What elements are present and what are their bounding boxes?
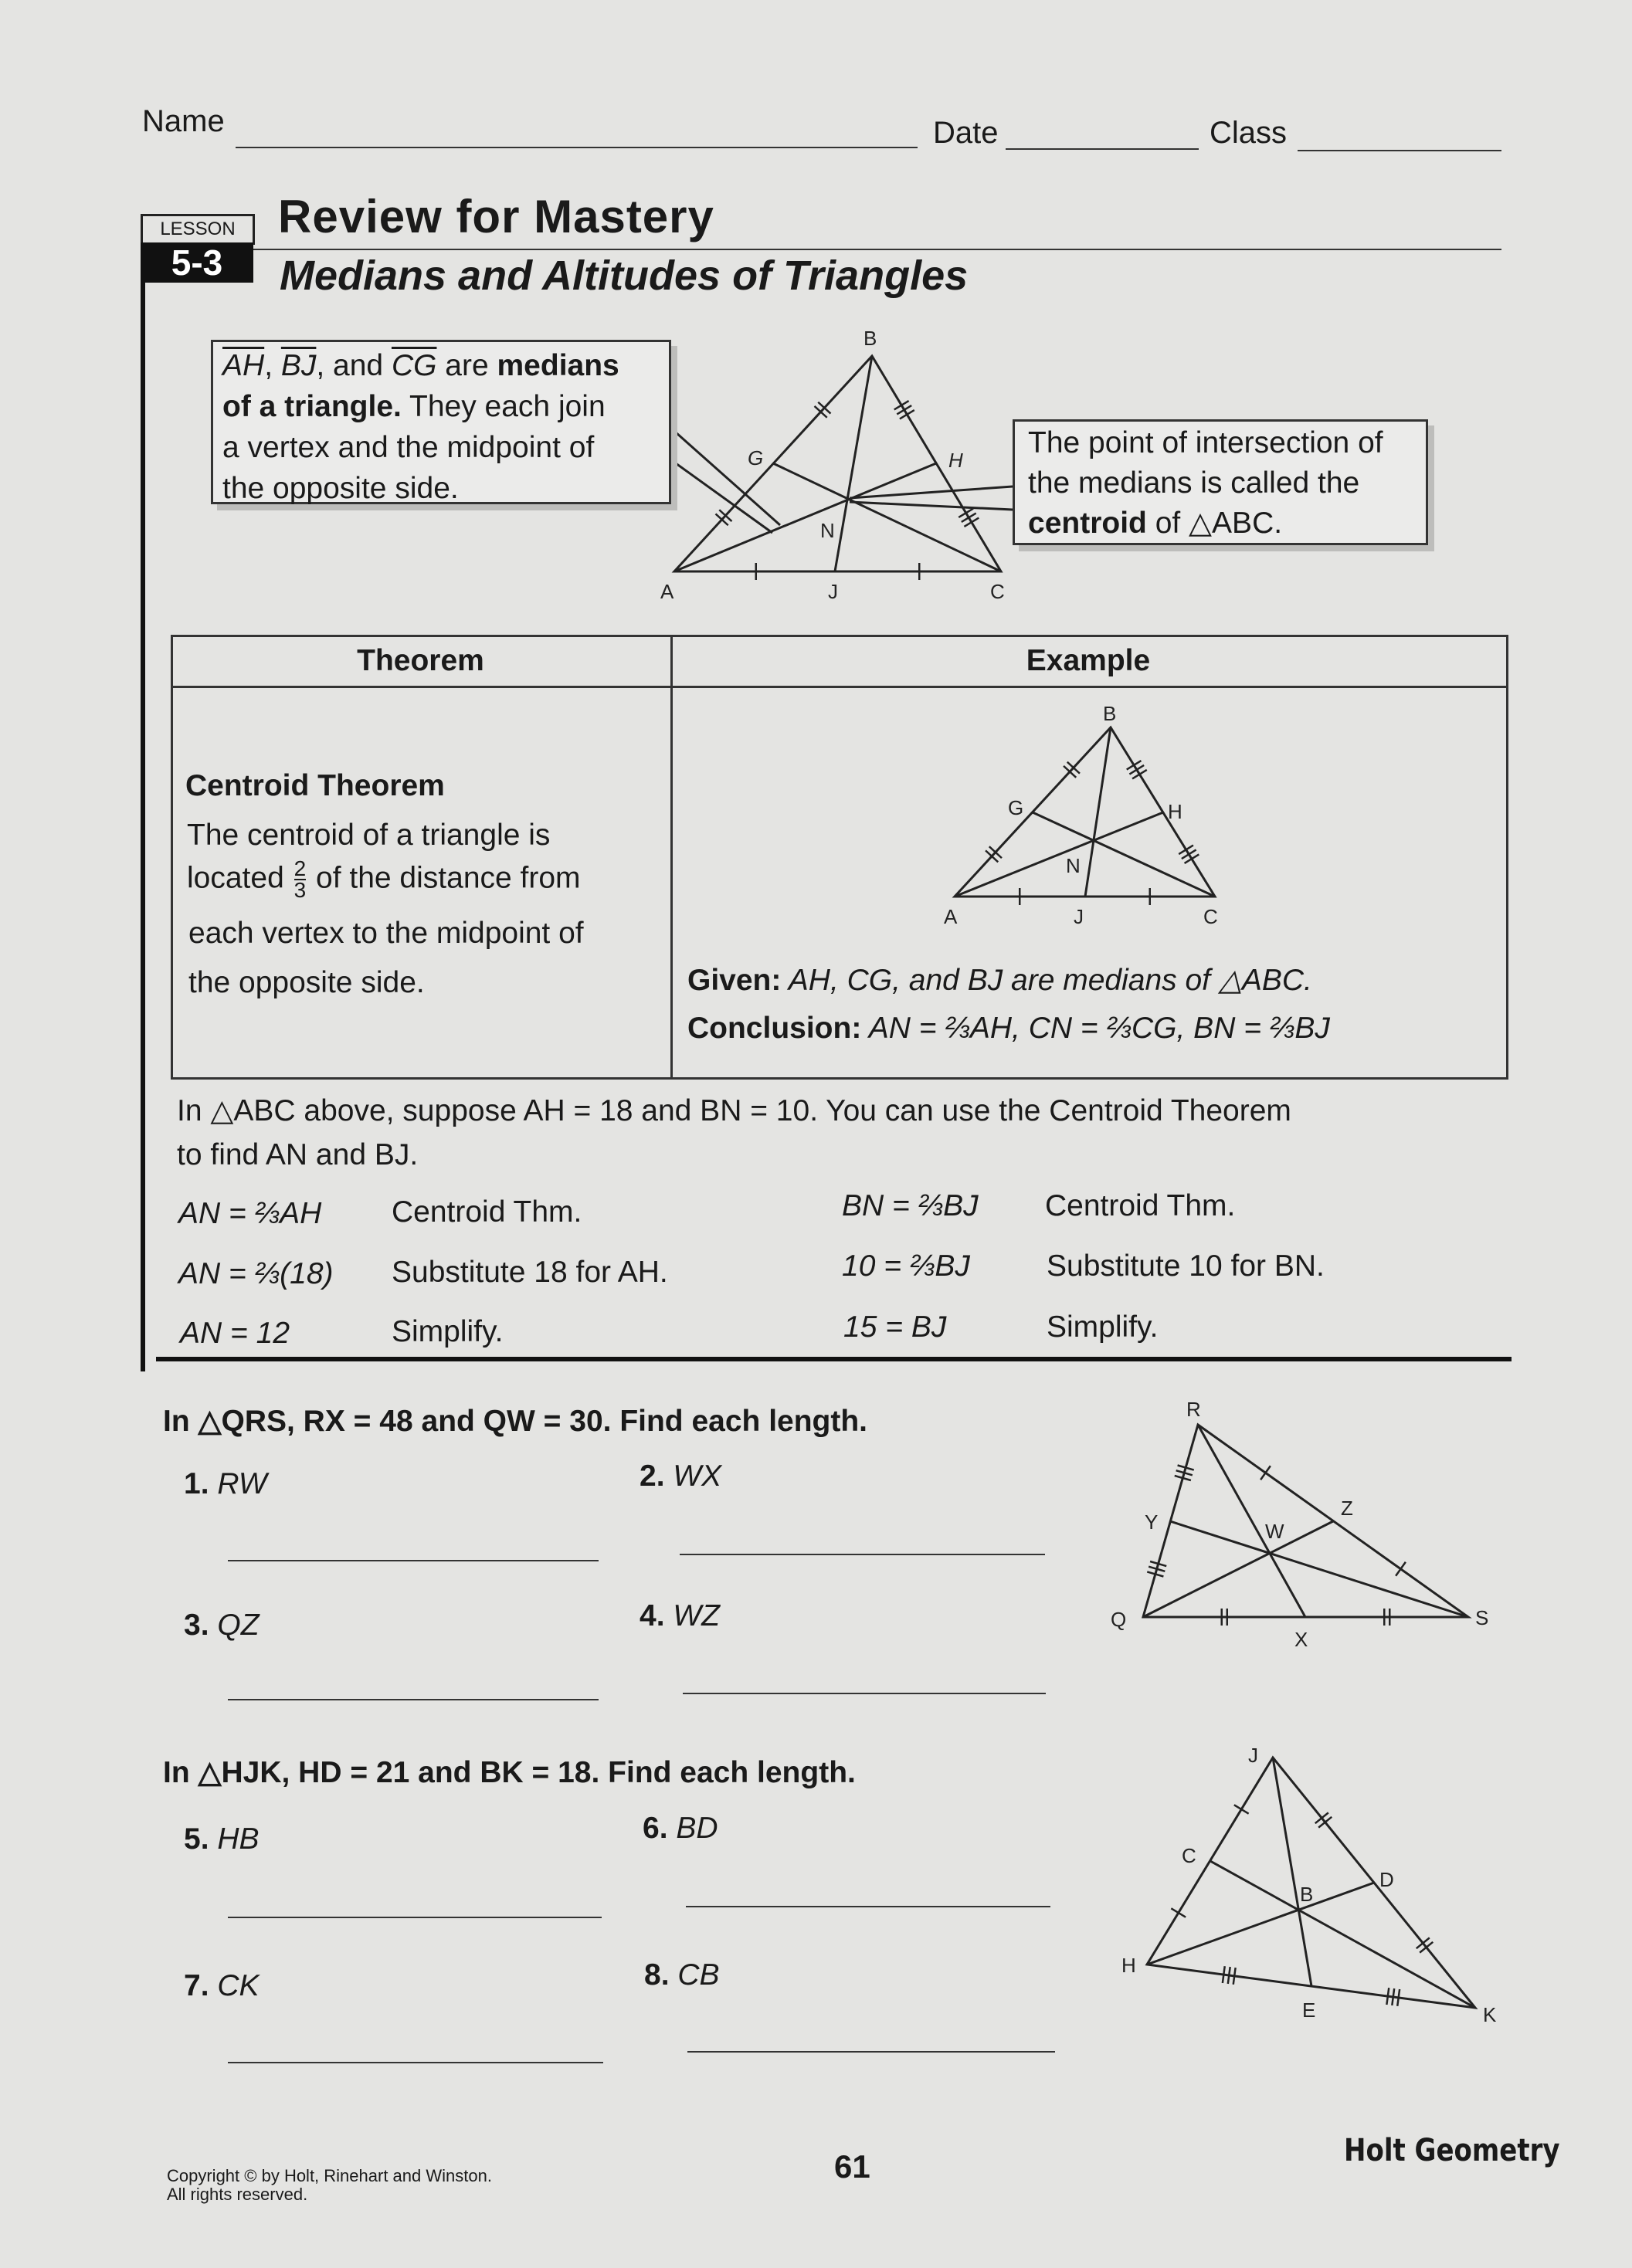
answer-line-2[interactable] — [680, 1554, 1045, 1555]
qrs-label-q: Q — [1111, 1608, 1127, 1631]
lesson-label: LESSON — [141, 214, 255, 245]
table-col-divider — [670, 635, 673, 1077]
answer-line-8[interactable] — [687, 2051, 1055, 2053]
work-reason: Centroid Thm. — [1045, 1189, 1236, 1222]
ex-label-j: J — [1074, 905, 1084, 928]
ex-label-h: H — [1168, 800, 1182, 823]
problem-3: 3. QZ — [184, 1609, 260, 1642]
book-title: Holt Geometry — [1344, 2133, 1560, 2168]
label-h: H — [948, 449, 963, 472]
work-reason: Simplify. — [1047, 1310, 1159, 1344]
tick-mark — [1223, 1966, 1225, 1983]
table-header-example: Example — [1026, 644, 1151, 677]
table-header-theorem: Theorem — [357, 644, 484, 677]
class-label: Class — [1210, 116, 1288, 150]
page-number: 61 — [834, 2148, 870, 2185]
qrs-label-z: Z — [1341, 1497, 1353, 1520]
tick-mark — [1386, 1988, 1389, 2005]
tick-mark — [1233, 1968, 1236, 1985]
work-reason: Substitute 18 for AH. — [392, 1256, 668, 1289]
copyright: Copyright © by Holt, Rinehart and Winston. All rights reserved. — [167, 2166, 492, 2204]
hjk-label-h: H — [1121, 1954, 1136, 1977]
qrs-label-s: S — [1475, 1606, 1489, 1629]
answer-line-3[interactable] — [228, 1699, 599, 1700]
example-paragraph: In △ABC above, suppose AH = 18 and BN = 10. You can use the Centroid Theorem — [177, 1094, 1291, 1127]
qrs-label-y: Y — [1145, 1510, 1159, 1534]
work-reason: Substitute 10 for BN. — [1047, 1249, 1325, 1283]
hjk-label-k: K — [1483, 2003, 1497, 2026]
work-eq: 15 = BJ — [843, 1310, 947, 1344]
work-eq: AN = 12 — [180, 1317, 290, 1350]
callout-pointer — [850, 502, 1013, 510]
work-reason: Centroid Thm. — [392, 1195, 582, 1229]
qrs-label-w: W — [1265, 1520, 1284, 1543]
tick-mark — [1228, 1967, 1230, 1984]
problem-6: 6. BD — [643, 1812, 718, 1845]
label-c: C — [990, 580, 1005, 603]
work-eq: AN = ⅔AH — [178, 1197, 322, 1230]
theorem-title: Centroid Theorem — [185, 769, 445, 802]
label-b: B — [864, 327, 877, 350]
hjk-label-j: J — [1248, 1744, 1258, 1767]
tick-mark — [1234, 1805, 1249, 1813]
qrs-triangle-diagram — [1143, 1425, 1468, 1617]
median-bj — [835, 356, 872, 571]
example-paragraph: to find AN and BJ. — [177, 1138, 419, 1171]
centroid-callout: The point of intersection of the medians is called the centroid of △ABC. — [1013, 419, 1428, 545]
hjk-label-e: E — [1302, 1998, 1316, 2022]
label-a: A — [660, 580, 674, 603]
name-label: Name — [142, 104, 225, 138]
tick-mark — [1260, 1466, 1271, 1480]
hjk-label-b: B — [1300, 1883, 1314, 1906]
work-eq: BN = ⅔BJ — [842, 1189, 979, 1222]
work-eq: 10 = ⅔BJ — [842, 1249, 970, 1283]
conclusion-text: Conclusion: AN = ⅔AH, CN = ⅔CG, BN = ⅔BJ — [687, 1012, 1330, 1045]
answer-line-1[interactable] — [228, 1560, 599, 1561]
section2-prompt: In △HJK, HD = 21 and BK = 18. Find each length. — [163, 1756, 856, 1789]
answer-line-6[interactable] — [686, 1906, 1050, 1907]
problem-8: 8. CB — [644, 1958, 720, 1992]
tick-mark — [1396, 1562, 1406, 1576]
problem-1: 1. RW — [184, 1467, 267, 1500]
answer-line-4[interactable] — [683, 1693, 1046, 1694]
problem-4: 4. WZ — [640, 1599, 721, 1632]
lesson-number: 5-3 — [141, 242, 253, 283]
hjk-label-d: D — [1379, 1868, 1394, 1891]
table-header-rule — [171, 686, 1506, 688]
ex-label-b: B — [1103, 702, 1117, 725]
ex-label-c: C — [1203, 905, 1218, 928]
theorem-line: the opposite side. — [188, 966, 425, 999]
qrs-label-x: X — [1294, 1628, 1308, 1651]
tick-mark — [1392, 1988, 1394, 2005]
page-title: Review for Mastery — [278, 191, 714, 242]
problem-7: 7. CK — [184, 1969, 260, 2002]
theorem-line: The centroid of a triangle is — [187, 819, 551, 852]
tick-mark — [1171, 1908, 1186, 1917]
date-label: Date — [933, 116, 999, 150]
medians-callout: $\overline{AH}$, $\overline{BJ}$, and $\overline{CG}$ are medians of a triangle. They each join a vertex and the midpoint of the opposite side. — [211, 340, 671, 504]
answer-line-7[interactable] — [228, 2062, 603, 2063]
qrs-label-r: R — [1186, 1398, 1201, 1421]
theorem-line: located $\frac{2}{3}$ of the distance from — [187, 856, 581, 902]
ex-label-n: N — [1066, 854, 1081, 877]
answer-line-5[interactable] — [228, 1917, 602, 1918]
callout-pointer — [676, 432, 780, 525]
page-subtitle: Medians and Altitudes of Triangles — [280, 253, 969, 299]
work-reason: Simplify. — [392, 1315, 504, 1348]
work-eq: AN = ⅔(18) — [178, 1257, 334, 1290]
tick-mark — [1397, 1989, 1400, 2006]
ex-label-g: G — [1008, 796, 1024, 819]
label-j: J — [828, 580, 838, 603]
problem-2: 2. WX — [640, 1459, 722, 1493]
section1-prompt: In △QRS, RX = 48 and QW = 30. Find each length. — [163, 1405, 868, 1438]
theorem-line: each vertex to the midpoint of — [188, 917, 584, 950]
given-text: Given: AH, CG, and BJ are medians of △ABC. — [687, 964, 1312, 997]
problem-5: 5. HB — [184, 1822, 260, 1856]
section-rule — [156, 1357, 1512, 1361]
hjk-label-c: C — [1182, 1844, 1196, 1867]
ex-label-a: A — [944, 905, 958, 928]
label-g: G — [748, 446, 764, 470]
label-n: N — [820, 519, 835, 542]
